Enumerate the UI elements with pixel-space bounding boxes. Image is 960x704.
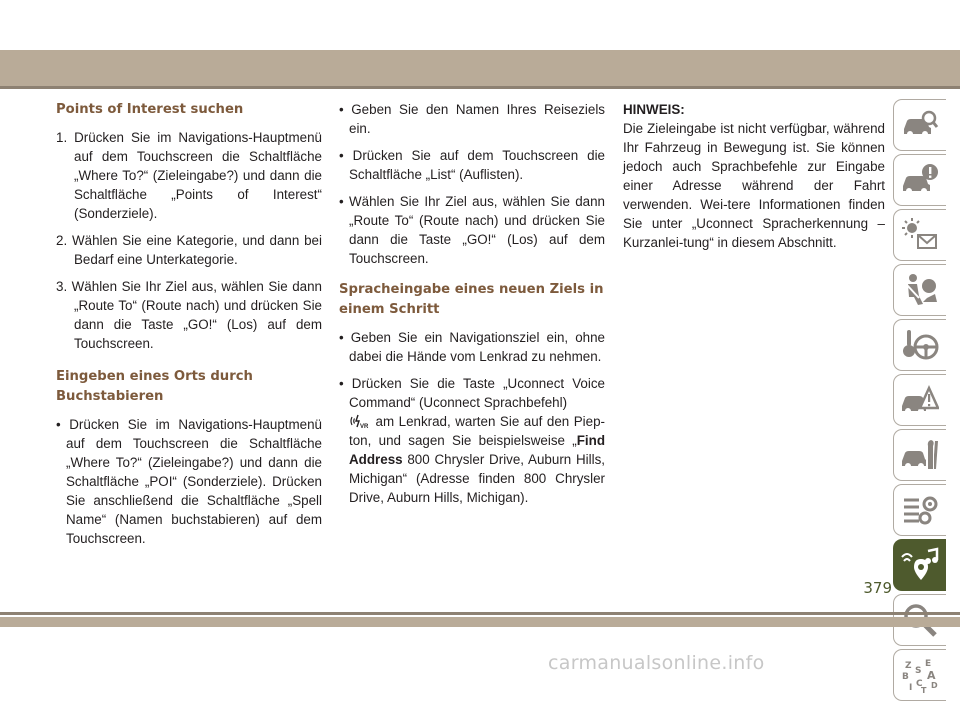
tab-car-service[interactable] [893,429,946,481]
voice-command-icon [349,413,371,429]
column-left [56,100,322,556]
note-title: HINWEIS: [623,102,685,117]
section-heading-voice-entry: Spracheingabe eines neuen Ziels in einem Schritt [339,282,604,317]
svg-text:I: I [909,683,913,693]
warning-lights-message-icon [901,217,939,253]
step-2: 2. Wählen Sie eine Kategorie, und dann bei Bedarf eine Unterkategorie. [56,233,322,267]
column-right [623,100,885,252]
bullet-list: • Drücken Sie auf dem Touchscreen die Schaltfläche „List“ (Auflisten). [339,148,605,182]
car-info-icon [901,162,939,198]
bullet-spell-name: • Drücken Sie im Navigations-Hauptmenü auf dem Touchscreen die Schaltfläche „Where To?“ (Zieleingabe?) und dann die Schaltfläche „POI“ (Sonderziele). Drücken Sie anschließend die Schaltfläche „Spell Name“ (Namen buchstabieren) auf dem Touchscreen. [56,417,322,546]
column-middle [339,100,605,515]
tab-specifications[interactable] [893,484,946,536]
svg-text:B: B [902,672,909,682]
bullet-voice-command: • Drücken Sie die Taste „Uconnect Voice Command“ (Uconnect Sprachbefehl) VR am Lenkrad, warten Sie auf den Piep-ton, und sagen Sie beispielsweise „Find Address 800 Chrysler Drive, Auburn Hills, Michigan“ (Adresse finden 800 Chrysler Drive, Auburn Hills, Michigan). [339,376,605,505]
tab-car-info[interactable] [893,154,946,206]
section-heading-points-of-interest: Points of Interest suchen [56,102,244,117]
footer-rule [0,612,960,615]
tab-car-search[interactable] [893,99,946,151]
tab-roadside-emergency[interactable] [893,374,946,426]
header-band [0,50,960,86]
tab-ignition-steering[interactable] [893,319,946,371]
page-number: 379 [863,579,892,597]
svg-text:Z: Z [905,661,912,671]
svg-text:E: E [925,659,932,669]
bullet-route-to: • Wählen Sie Ihr Ziel aus, wählen Sie dann „Route To“ (Route nach) und drücken Sie dann die Taste „GO!“ (Los) auf dem Touchscreen. [339,194,605,266]
step-1: 1. Drücken Sie im Navigations-Hauptmenü auf dem Touchscreen die Schaltfläche „Where To?“ (Zieleingabe?) und dann die Schaltfläche „Points of Interest“ (Sonderziele). [56,130,322,221]
tab-airbag-seatbelt[interactable] [893,264,946,316]
svg-text:D: D [931,681,938,690]
section-heading-spell-location: Eingeben eines Orts durch Buchstabieren [56,369,253,404]
multimedia-navigation-icon [901,547,939,583]
bullet-enter-name: • Geben Sie den Namen Ihres Reiseziels ein. [339,102,605,136]
airbag-seatbelt-icon [901,272,939,308]
watermark: carmanualsonline.info [548,652,765,674]
car-search-icon [901,107,939,143]
step-3: 3. Wählen Sie Ihr Ziel aus, wählen Sie dann „Route To“ (Route nach) und drücken Sie dann die Taste „GO!“ (Los) auf dem Touchscreen. [56,279,322,351]
bullet-hands-on-wheel: • Geben Sie ein Navigationsziel ein, ohne dabei die Hände vom Lenkrad zu nehmen. [339,330,605,364]
note-text: Die Zieleingabe ist nicht verfügbar, während Ihr Fahrzeug in Bewegung ist. Sie können jedoch auch Sprachbefehle zur Eingabe einer Adresse während der Fahrt verwenden. Wei-tere Informationen finden Sie unter „Uconnect Spracherkennung – Kurzanlei-tung“ in diesem Abschnitt. [623,121,885,250]
tab-multimedia[interactable] [893,539,946,591]
tab-warning-lights[interactable] [893,209,946,261]
alphabet-index-icon [901,657,939,693]
tab-alphabet-index[interactable] [893,649,946,701]
header-rule [0,86,960,89]
roadside-emergency-icon [901,382,939,418]
svg-text:S: S [915,666,922,676]
car-service-tools-icon [901,437,939,473]
footer-band [0,617,960,627]
svg-text:C: C [916,679,923,689]
svg-text:A: A [927,669,936,682]
svg-text:T: T [921,686,927,693]
svg-text:VR: VR [360,424,369,429]
ignition-steering-icon [901,327,939,363]
specifications-gears-icon [901,492,939,528]
